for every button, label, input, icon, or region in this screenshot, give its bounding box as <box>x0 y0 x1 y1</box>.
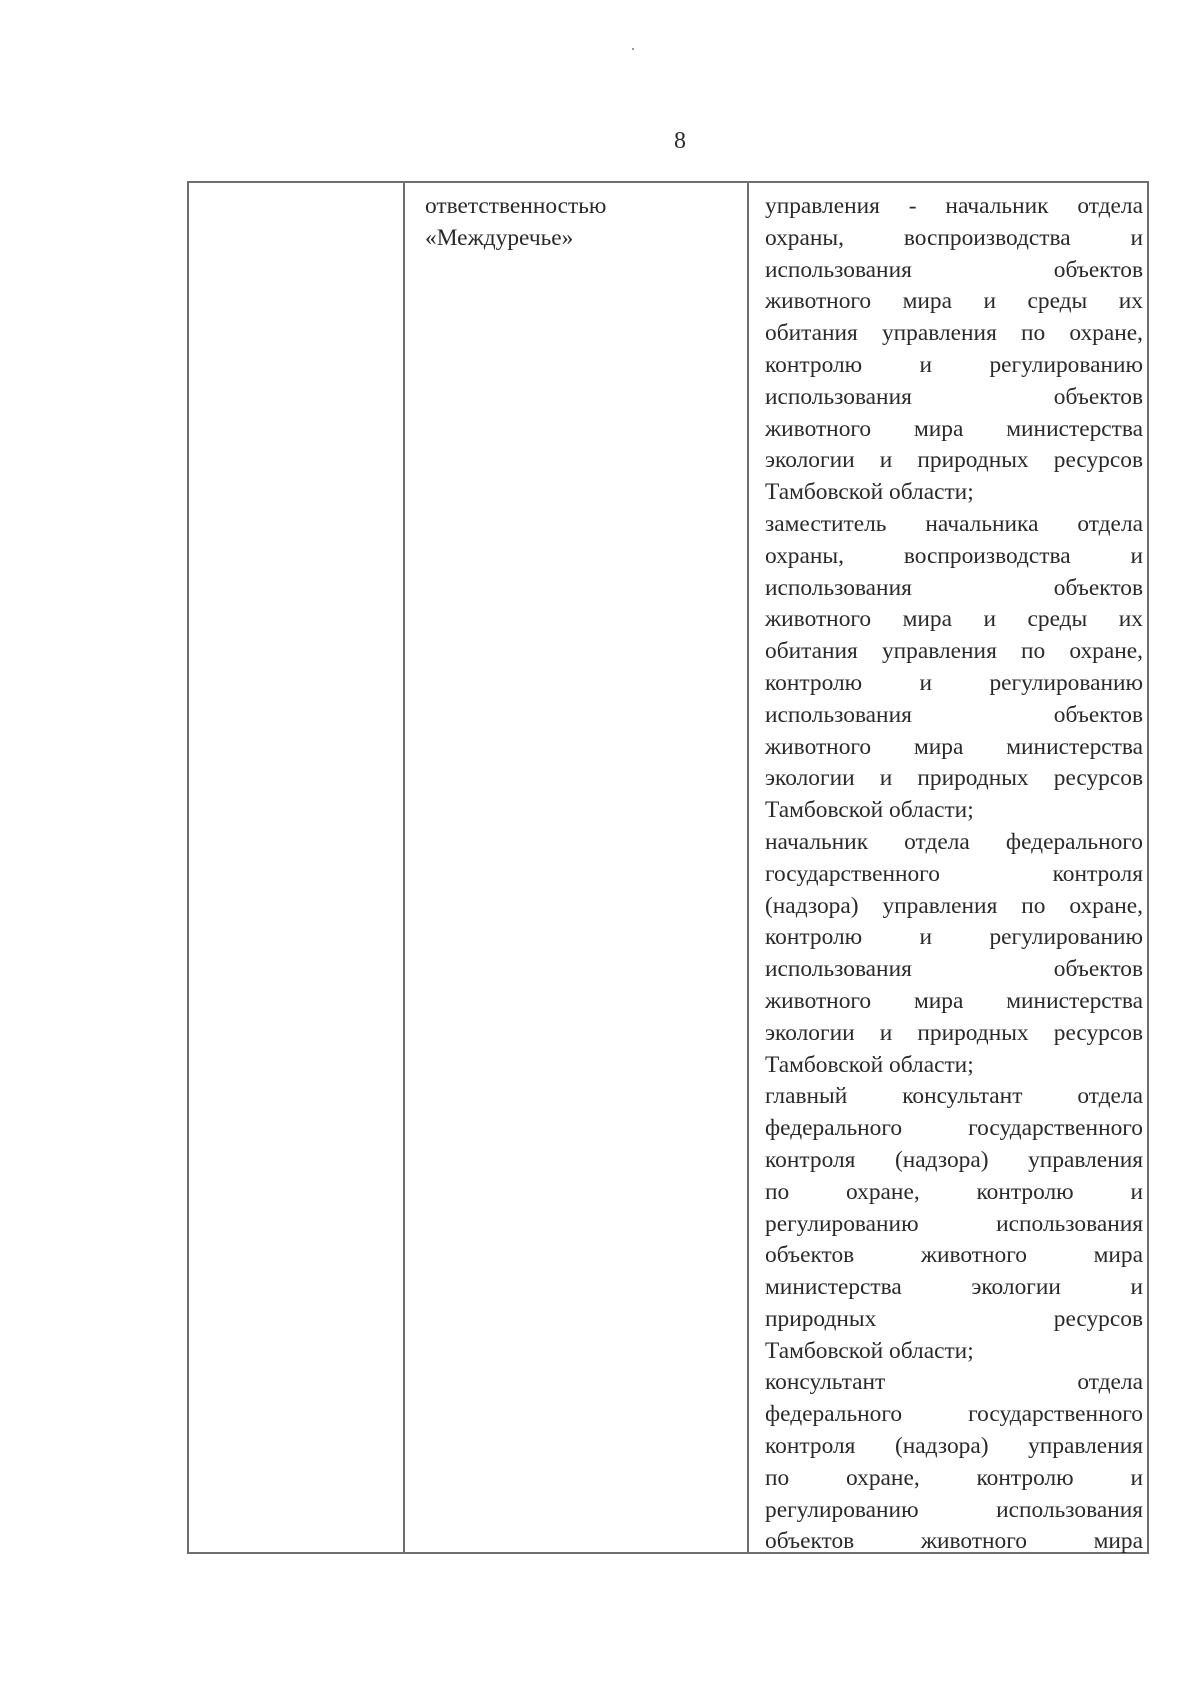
col3-line: контролю и регулированию <box>765 669 1143 696</box>
col3-line: использования объектов <box>765 956 1143 983</box>
col3-line: животного мира министерства <box>765 733 1143 760</box>
col3-line: Тамбовской области; <box>765 479 974 506</box>
col3-line: животного мира и среды их <box>765 606 1143 633</box>
page-number: 8 <box>674 128 686 154</box>
col2-line: «Междуречье» <box>425 224 574 251</box>
col2-line: ответственностью <box>425 193 607 219</box>
col3-line: обитания управления по охране, <box>765 638 1143 665</box>
col3-line: государственного контроля <box>765 860 1143 887</box>
col3-line: Тамбовской области; <box>765 1337 974 1364</box>
col3-line: использования объектов <box>765 574 1143 601</box>
col3-line: использования объектов <box>765 701 1143 728</box>
col3-line: контроля (надзора) управления <box>765 1433 1143 1460</box>
col3-line: животного мира и среды их <box>765 288 1143 315</box>
col3-line: контролю и регулированию <box>765 924 1143 951</box>
col3-line: использования объектов <box>765 256 1143 283</box>
col2-text <box>425 191 735 255</box>
col3-line: по охране, контролю и <box>765 1464 1143 1491</box>
col3-line: экологии и природных ресурсов <box>765 447 1143 474</box>
col3-line: начальник отдела федерального <box>765 828 1143 855</box>
col3-line: управления - начальник отдела <box>765 193 1143 219</box>
table-cell-col3 <box>749 183 1147 1555</box>
col3-line: по охране, контролю и <box>765 1178 1143 1205</box>
col3-line: использования объектов <box>765 383 1143 410</box>
col3-line: консультант отдела <box>765 1369 1143 1396</box>
col3-line: министерства экологии и <box>765 1274 1143 1301</box>
col3-line: объектов животного мира <box>765 1242 1143 1269</box>
col3-line: (надзора) управления по охране, <box>765 892 1143 919</box>
col3-line: экологии и природных ресурсов <box>765 765 1143 792</box>
document-table <box>187 181 1149 1554</box>
col3-line: обитания управления по охране, <box>765 320 1143 347</box>
col3-line: животного мира министерства <box>765 415 1143 442</box>
col3-line: регулированию использования <box>765 1210 1143 1237</box>
col3-text <box>765 191 1143 1558</box>
col3-line: экологии и природных ресурсов <box>765 1019 1143 1046</box>
col3-line: Тамбовской области; <box>765 1051 974 1078</box>
col3-line: федерального государственного <box>765 1115 1143 1142</box>
col3-line: заместитель начальника отдела <box>765 510 1143 537</box>
col3-line: животного мира министерства <box>765 987 1143 1014</box>
col3-line: природных ресурсов <box>765 1305 1143 1332</box>
col3-line: федерального государственного <box>765 1401 1143 1428</box>
col3-line: регулированию использования <box>765 1496 1143 1523</box>
table-cell-col1 <box>189 183 405 1552</box>
col3-line: Тамбовской области; <box>765 797 974 824</box>
col3-line: контроля (надзора) управления <box>765 1146 1143 1173</box>
col3-line: объектов животного мира <box>765 1528 1143 1555</box>
col3-line: охраны, воспроизводства и <box>765 224 1143 251</box>
col3-line: главный консультант отдела <box>765 1083 1143 1110</box>
scan-speck <box>632 48 634 50</box>
col3-line: контролю и регулированию <box>765 351 1143 378</box>
col3-line: охраны, воспроизводства и <box>765 542 1143 569</box>
table-cell-col2 <box>405 183 749 1552</box>
